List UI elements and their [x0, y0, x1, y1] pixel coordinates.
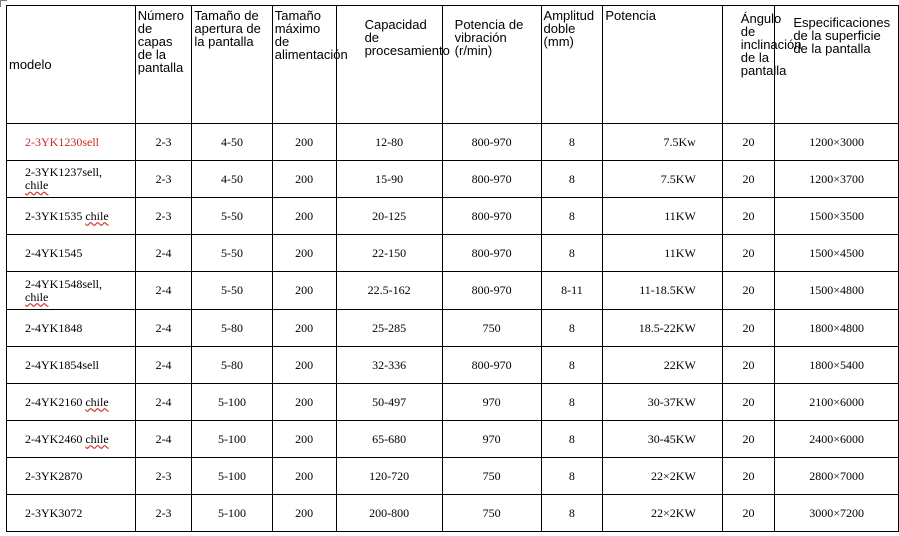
cell-amplitud: 8 [541, 310, 603, 347]
cell-capas: 2-3 [135, 124, 192, 161]
model-name: 2-4YK1848 [25, 320, 83, 335]
cell-potencia: 30-45KW [603, 421, 722, 458]
table-row [7, 458, 899, 495]
cell-angulo: 20 [722, 235, 775, 272]
cell-amplitud: 8 [541, 347, 603, 384]
cell-capas: 2-4 [135, 347, 192, 384]
cell-angulo: 20 [722, 421, 775, 458]
cell-especificaciones: 1500×4800 [775, 272, 899, 310]
cell-capacidad: 22.5-162 [336, 272, 442, 310]
table-row [7, 198, 899, 235]
cell-capacidad: 200-800 [336, 495, 442, 532]
cell-modelo [7, 310, 136, 347]
cell-alimentacion: 200 [272, 310, 336, 347]
cell-amplitud: 8-11 [541, 272, 603, 310]
cell-especificaciones: 1500×3500 [775, 198, 899, 235]
table-row [7, 272, 899, 310]
header-apertura: Tamaño de apertura de la pantalla [192, 6, 272, 124]
cell-alimentacion: 200 [272, 124, 336, 161]
cell-apertura: 5-100 [192, 495, 272, 532]
cell-potencia: 11-18.5KW [603, 272, 722, 310]
table-row [7, 384, 899, 421]
cell-capacidad: 20-125 [336, 198, 442, 235]
table-row [7, 495, 899, 532]
cell-capas: 2-4 [135, 384, 192, 421]
model-name: 2-3YK1237sell, [25, 165, 102, 179]
specification-table [6, 5, 899, 532]
cell-angulo: 20 [722, 198, 775, 235]
model-name: 2-4YK1548sell, [25, 276, 102, 291]
model-suffix-chile: chile [85, 208, 109, 223]
cell-apertura: 4-50 [192, 161, 272, 198]
header-amplitud: Amplitud doble (mm) [541, 6, 603, 124]
cell-angulo: 20 [722, 458, 775, 495]
cell-modelo [7, 495, 136, 532]
cell-apertura: 5-100 [192, 421, 272, 458]
cell-potencia: 18.5-22KW [603, 310, 722, 347]
cell-angulo: 20 [722, 161, 775, 198]
cell-amplitud: 8 [541, 458, 603, 495]
cell-modelo [7, 124, 136, 161]
cell-angulo: 20 [722, 272, 775, 310]
cell-alimentacion: 200 [272, 272, 336, 310]
cell-potencia: 11KW [603, 198, 722, 235]
cell-modelo [7, 161, 136, 198]
cell-amplitud: 8 [541, 124, 603, 161]
cell-modelo [7, 198, 136, 235]
cell-angulo: 20 [722, 384, 775, 421]
cell-vibracion: 970 [442, 384, 541, 421]
cell-potencia: 7.5KW [603, 161, 722, 198]
model-suffix-chile: chile [85, 394, 109, 409]
cell-capas: 2-4 [135, 310, 192, 347]
table-row [7, 421, 899, 458]
cell-alimentacion: 200 [272, 495, 336, 532]
cell-modelo [7, 347, 136, 384]
cell-modelo [7, 458, 136, 495]
cell-capacidad: 120-720 [336, 458, 442, 495]
header-alimentacion: Tamaño máximo de alimentación [272, 6, 336, 124]
cell-alimentacion: 200 [272, 347, 336, 384]
cell-potencia: 30-37KW [603, 384, 722, 421]
cell-alimentacion: 200 [272, 421, 336, 458]
model-name: 2-4YK2460 [25, 431, 86, 446]
cell-amplitud: 8 [541, 235, 603, 272]
cell-especificaciones: 1800×5400 [775, 347, 899, 384]
cell-vibracion: 800-970 [442, 124, 541, 161]
model-suffix-chile: chile [25, 289, 49, 304]
cell-capas: 2-3 [135, 161, 192, 198]
cell-capacidad: 32-336 [336, 347, 442, 384]
header-potencia: Potencia [603, 6, 722, 124]
cell-alimentacion: 200 [272, 384, 336, 421]
cell-capacidad: 25-285 [336, 310, 442, 347]
cell-capas: 2-3 [135, 458, 192, 495]
cell-vibracion: 970 [442, 421, 541, 458]
header-row [7, 6, 899, 124]
cell-alimentacion: 200 [272, 198, 336, 235]
cell-alimentacion: 200 [272, 458, 336, 495]
table-row [7, 124, 899, 161]
cell-especificaciones: 2400×6000 [775, 421, 899, 458]
cell-apertura: 5-100 [192, 458, 272, 495]
cell-potencia: 22×2KW [603, 495, 722, 532]
model-name: 2-3YK1230sell [25, 134, 99, 149]
header-modelo: modelo [7, 6, 136, 124]
cell-especificaciones: 1200×3700 [775, 161, 899, 198]
header-capas: Número de capas de la pantalla [135, 6, 192, 124]
cell-apertura: 5-50 [192, 235, 272, 272]
cell-apertura: 4-50 [192, 124, 272, 161]
cell-potencia: 22×2KW [603, 458, 722, 495]
header-especificaciones: Especificaciones de la superficie de la pantalla [775, 6, 899, 124]
cell-modelo [7, 384, 136, 421]
cell-apertura: 5-80 [192, 310, 272, 347]
cell-angulo: 20 [722, 310, 775, 347]
cell-potencia: 7.5Kw [603, 124, 722, 161]
cell-vibracion: 800-970 [442, 235, 541, 272]
cell-vibracion: 750 [442, 495, 541, 532]
cell-modelo [7, 421, 136, 458]
table-body [7, 124, 899, 532]
table-row [7, 161, 899, 198]
cell-capacidad: 65-680 [336, 421, 442, 458]
cell-especificaciones: 1500×4500 [775, 235, 899, 272]
model-suffix-chile: chile [85, 431, 109, 446]
cell-modelo [7, 235, 136, 272]
cell-apertura: 5-50 [192, 272, 272, 310]
cell-capas: 2-3 [135, 495, 192, 532]
cell-vibracion: 800-970 [442, 161, 541, 198]
cell-vibracion: 750 [442, 458, 541, 495]
cell-especificaciones: 1800×4800 [775, 310, 899, 347]
cell-angulo: 20 [722, 124, 775, 161]
model-name: 2-4YK1854sell [25, 357, 99, 372]
cell-modelo [7, 272, 136, 310]
model-name: 2-3YK2870 [25, 468, 83, 483]
cell-capas: 2-4 [135, 421, 192, 458]
model-name: 2-3YK3072 [25, 505, 83, 520]
cell-apertura: 5-80 [192, 347, 272, 384]
cell-especificaciones: 2100×6000 [775, 384, 899, 421]
model-name: 2-4YK2160 [25, 394, 86, 409]
table-row [7, 235, 899, 272]
cell-alimentacion: 200 [272, 235, 336, 272]
cell-angulo: 20 [722, 347, 775, 384]
cell-amplitud: 8 [541, 384, 603, 421]
table-row [7, 347, 899, 384]
cell-vibracion: 800-970 [442, 347, 541, 384]
model-suffix-chile: chile [25, 178, 49, 192]
cell-capacidad: 22-150 [336, 235, 442, 272]
cell-amplitud: 8 [541, 198, 603, 235]
cell-angulo: 20 [722, 495, 775, 532]
cell-apertura: 5-100 [192, 384, 272, 421]
cell-capacidad: 12-80 [336, 124, 442, 161]
cell-capas: 2-4 [135, 272, 192, 310]
cell-capas: 2-3 [135, 198, 192, 235]
cell-amplitud: 8 [541, 495, 603, 532]
cell-potencia: 22KW [603, 347, 722, 384]
model-name: 2-4YK1545 [25, 245, 83, 260]
header-angulo: Ángulo de inclinación de la pantalla [722, 6, 775, 124]
table-row [7, 310, 899, 347]
cell-vibracion: 750 [442, 310, 541, 347]
cell-potencia: 11KW [603, 235, 722, 272]
cell-apertura: 5-50 [192, 198, 272, 235]
cell-capacidad: 15-90 [336, 161, 442, 198]
cell-vibracion: 800-970 [442, 198, 541, 235]
cell-vibracion: 800-970 [442, 272, 541, 310]
cell-amplitud: 8 [541, 161, 603, 198]
cell-especificaciones: 1200×3000 [775, 124, 899, 161]
model-name: 2-3YK1535 [25, 208, 86, 223]
cell-capacidad: 50-497 [336, 384, 442, 421]
cell-especificaciones: 2800×7000 [775, 458, 899, 495]
cell-alimentacion: 200 [272, 161, 336, 198]
header-capacidad: Capacidad de procesamiento [336, 6, 442, 124]
cell-amplitud: 8 [541, 421, 603, 458]
cell-especificaciones: 3000×7200 [775, 495, 899, 532]
header-vibracion: Potencia de vibración (r/min) [442, 6, 541, 124]
cell-capas: 2-4 [135, 235, 192, 272]
